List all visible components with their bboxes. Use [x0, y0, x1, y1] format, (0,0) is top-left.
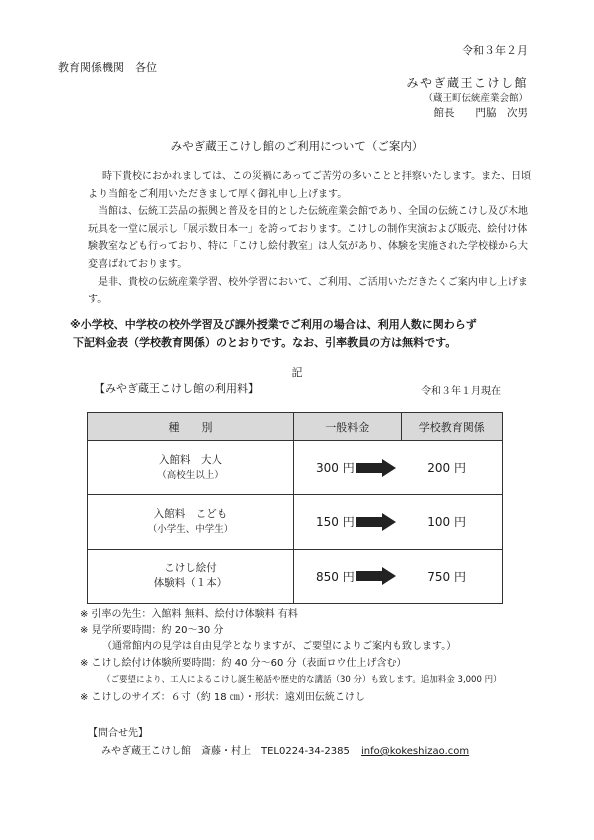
note-tour-time: ※ 見学所要時間：約 20～30 分 [80, 625, 224, 636]
note-painting-time-detail: （ご要望により、工人によるこけし誕生秘話や歴史的な講話（30 分）も致します。追加料金 3,000 円） [102, 675, 502, 685]
general-price [294, 441, 402, 495]
header-category: 種 別 [88, 413, 294, 441]
right-arrow-icon [356, 513, 396, 531]
document-date: 令和３年２月 [462, 44, 528, 57]
category-line-1: 入館料 こども [153, 507, 228, 520]
document-title: みやぎ蔵王こけし館のご利用について（ご案内） [170, 139, 424, 153]
fee-table [87, 412, 503, 604]
header-general: 一般料金 [294, 413, 402, 441]
director-name: 館長 門脇 次男 [433, 107, 528, 119]
table-row [88, 441, 503, 495]
note-tour-time-detail: （通常館内の見学は自由見学となりますが、ご要望によりご案内も致します。） [102, 641, 457, 652]
school-price: 750 円 [401, 549, 503, 603]
contact-info [101, 742, 469, 757]
contact-line: みやぎ蔵王こけし館 斎藤・村上 TEL0224-34-2385 [101, 746, 350, 757]
general-price [294, 549, 402, 603]
contact-heading: 【問合せ先】 [88, 728, 148, 739]
addressee: 教育関係機関 各位 [58, 61, 157, 74]
body-paragraph-2: 当館は、伝統工芸品の振興と普及を目的とした伝統産業会館であり、全国の伝統こけし及び木地玩具を一堂に展示し「展示数日本一」を誇っております。こけしの制作実演および販売、絵付け体験教室なども行っており、特に「こけし絵付教室」は人気があり、体験を実施された学校様から大変喜ばれております。 [88, 206, 528, 270]
organization-subname: （蔵王町伝統産業会館） [423, 93, 528, 104]
contact-email-link[interactable]: info@kokeshizao.com [361, 746, 470, 757]
body-paragraph-1: 時下貴校におかれましては、この災禍にあってご苦労の多いことと拝察いたします。また、日頃より当館をご利用いただきまして厚く御礼申し上げます。 [88, 171, 532, 200]
category-line-2: （高校生以上） [157, 469, 224, 481]
category-line-2: （小学生、中学生） [147, 523, 234, 535]
note-painting-time: ※ こけし絵付け体験所要時間：約 40 分～60 分（表面ロウ仕上げ含む） [80, 658, 407, 669]
school-notice [70, 316, 477, 352]
right-arrow-icon [356, 459, 396, 477]
general-price [294, 495, 402, 549]
fee-table-header-row [88, 413, 503, 441]
category-line-1: 入館料 大人 [159, 453, 222, 466]
note-escort-teacher: ※ 引率の先生：入館料 無料、絵付け体験料 有料 [80, 609, 298, 620]
category-line-1: こけし絵付 [164, 562, 217, 575]
category-line-2: 体験料（１本） [153, 577, 228, 590]
school-price: 100 円 [401, 495, 503, 549]
ki-heading: 記 [291, 366, 303, 379]
general-price-value: 850 円 [316, 569, 355, 584]
row-category [88, 495, 294, 549]
body-paragraph-3: 是非、貴校の伝統産業学習、校外学習において、ご利用、ご活用いただきたくご案内申し上げます。 [88, 276, 528, 306]
note-kokeshi-size: ※ こけしのサイズ：６寸（約 18 ㎝）・形状：遠刈田伝統こけし [80, 692, 365, 703]
table-row [88, 549, 503, 603]
right-arrow-icon [356, 567, 396, 585]
organization-name: みやぎ蔵王こけし館 [406, 76, 528, 90]
row-category [88, 549, 294, 603]
fee-table-title: 【みやぎ蔵王こけし館の利用料】 [94, 382, 259, 395]
notice-line-1: ※小学校、中学校の校外学習及び課外授業でご利用の場合は、利用人数に関わらず [70, 318, 477, 331]
row-category [88, 441, 294, 495]
general-price-value: 150 円 [316, 515, 355, 530]
school-price: 200 円 [401, 441, 503, 495]
notice-line-2: 下記料金表（学校教育関係）のとおりです。なお、引率教員の方は無料です。 [73, 336, 457, 349]
general-price-value: 300 円 [316, 461, 355, 476]
fee-table-date: 令和３年１月現在 [421, 386, 501, 397]
table-row [88, 495, 503, 549]
header-school: 学校教育関係 [401, 413, 503, 441]
body-text [88, 168, 534, 309]
